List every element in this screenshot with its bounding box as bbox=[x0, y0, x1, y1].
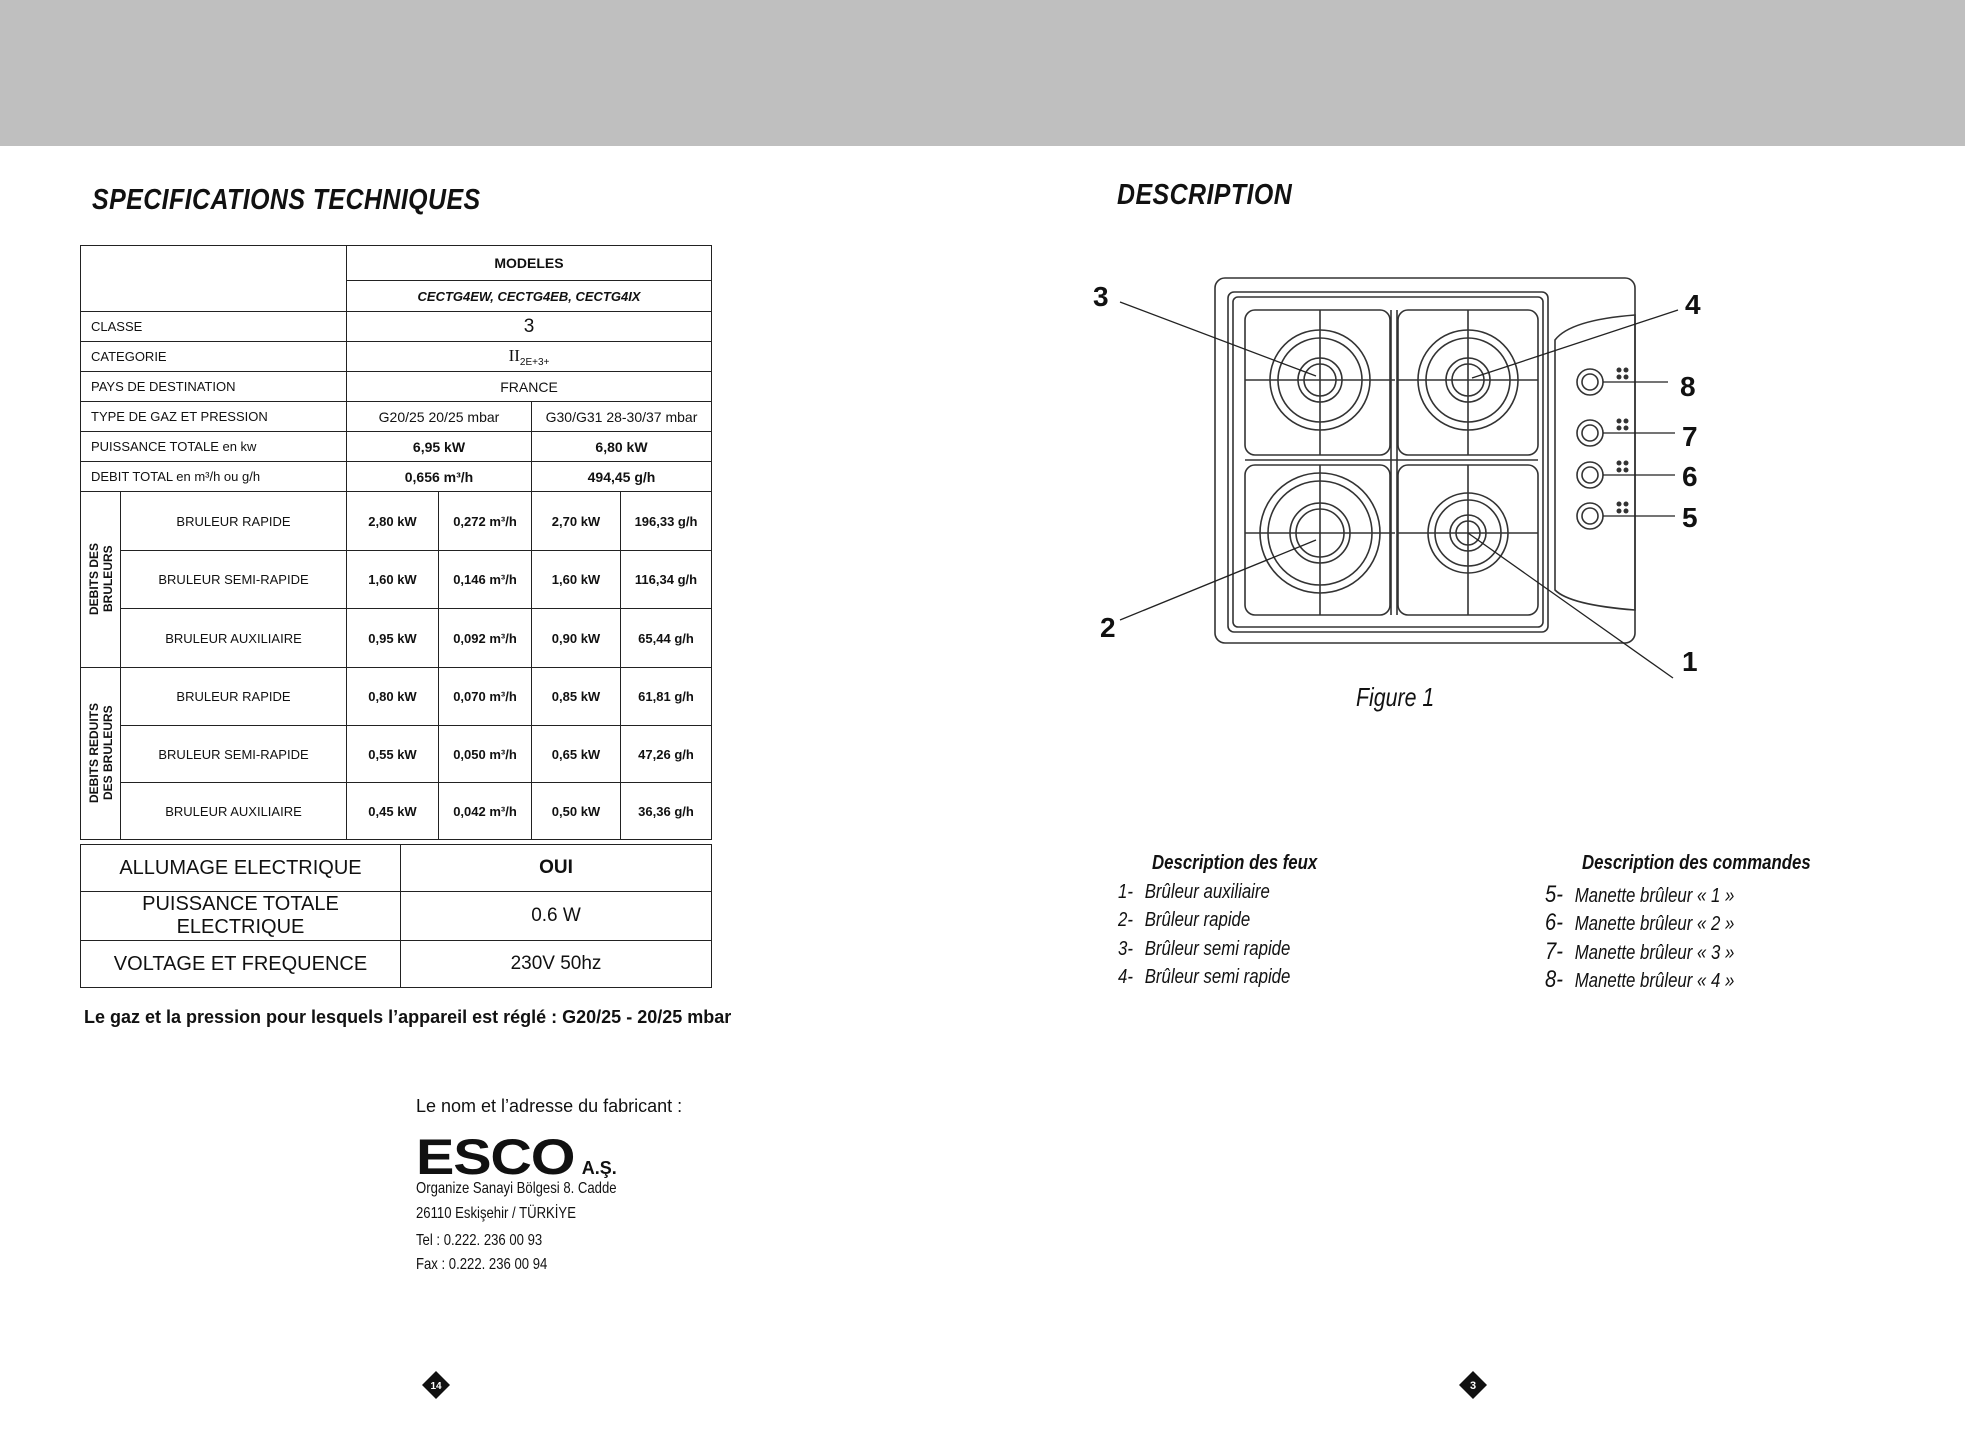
burner-list-item: 4- Brûleur semi rapide bbox=[1118, 966, 1291, 988]
knob-8 bbox=[1577, 369, 1603, 395]
power-label: PUISSANCE TOTALE en kw bbox=[81, 432, 347, 462]
burner-value: 0,272 m³/h bbox=[439, 492, 532, 551]
burners-list-heading: Description des feux bbox=[1152, 852, 1318, 874]
models-list: CECTG4EW, CECTG4EB, CECTG4IX bbox=[347, 281, 712, 312]
knob-6 bbox=[1577, 462, 1603, 488]
burner-value: 0,050 m³/h bbox=[439, 726, 532, 783]
manufacturer-label: Le nom et l’adresse du fabricant : bbox=[416, 1096, 683, 1116]
burner-value: 0,070 m³/h bbox=[439, 668, 532, 726]
burner-name: BRULEUR SEMI-RAPIDE bbox=[121, 726, 347, 783]
callout-6: 6 bbox=[1682, 461, 1698, 492]
burner-value: 196,33 g/h bbox=[621, 492, 712, 551]
burner-value: 61,81 g/h bbox=[621, 668, 712, 726]
logo-text: ESCO bbox=[416, 1129, 575, 1185]
address-line: Organize Sanayi Bölgesi 8. Cadde bbox=[416, 1180, 617, 1197]
group-label-burner-flows: DEBITS DES BRULEURS bbox=[81, 492, 121, 668]
burner-value: 65,44 g/h bbox=[621, 609, 712, 668]
row-label: PAYS DE DESTINATION bbox=[81, 372, 347, 402]
electrical-value: 230V 50hz bbox=[401, 941, 712, 988]
burner-value: 0,092 m³/h bbox=[439, 609, 532, 668]
burner-value: 0,90 kW bbox=[532, 609, 621, 668]
gas-type-value: G30/G31 28-30/37 mbar bbox=[532, 402, 712, 432]
power-value: 6,95 kW bbox=[347, 432, 532, 462]
esco-logo bbox=[416, 1128, 617, 1186]
page-number-badge bbox=[1458, 1370, 1488, 1400]
electrical-value: 0.6 W bbox=[401, 892, 712, 941]
burner-name: BRULEUR RAPIDE bbox=[121, 492, 347, 551]
callout-7: 7 bbox=[1682, 421, 1698, 452]
callout-5: 5 bbox=[1682, 502, 1698, 533]
callout-2: 2 bbox=[1100, 612, 1116, 643]
burner-value: 116,34 g/h bbox=[621, 551, 712, 609]
callout-1: 1 bbox=[1682, 646, 1698, 677]
burner-value: 47,26 g/h bbox=[621, 726, 712, 783]
callout-4: 4 bbox=[1685, 289, 1701, 320]
burner-value: 2,80 kW bbox=[347, 492, 439, 551]
electrical-label: ALLUMAGE ELECTRIQUE bbox=[81, 845, 401, 892]
burner-value: 0,50 kW bbox=[532, 783, 621, 840]
burner-list-item: 2- Brûleur rapide bbox=[1118, 909, 1251, 931]
specifications-title: SPECIFICATIONS TECHNIQUES bbox=[92, 184, 481, 216]
flow-value: 0,656 m³/h bbox=[347, 462, 532, 492]
cooktop-diagram bbox=[1090, 270, 1730, 690]
spec-corner-cell bbox=[81, 246, 347, 312]
burner-name: BRULEUR RAPIDE bbox=[121, 668, 347, 726]
control-list-item: 5- Manette brûleur « 1 » bbox=[1545, 881, 1735, 908]
burner-value: 0,80 kW bbox=[347, 668, 439, 726]
row-value: FRANCE bbox=[347, 372, 712, 402]
page-number-badge bbox=[421, 1370, 451, 1400]
control-list-item: 6- Manette brûleur « 2 » bbox=[1545, 909, 1735, 936]
controls-list-heading: Description des commandes bbox=[1582, 852, 1811, 874]
description-title: DESCRIPTION bbox=[1117, 179, 1293, 211]
address-line: Fax : 0.222. 236 00 94 bbox=[416, 1256, 548, 1273]
figure-caption: Figure 1 bbox=[1356, 682, 1435, 712]
row-label: CLASSE bbox=[81, 312, 347, 342]
burner-value: 0,146 m³/h bbox=[439, 551, 532, 609]
electrical-value: OUI bbox=[401, 845, 712, 892]
knob-5 bbox=[1577, 503, 1603, 529]
address-line: Tel : 0.222. 236 00 93 bbox=[416, 1232, 543, 1249]
burner-list-item: 3- Brûleur semi rapide bbox=[1118, 938, 1291, 960]
pan-support bbox=[1245, 310, 1390, 455]
callout-8: 8 bbox=[1680, 371, 1696, 402]
flow-label: DEBIT TOTAL en m³/h ou g/h bbox=[81, 462, 347, 492]
control-list-item: 7- Manette brûleur « 3 » bbox=[1545, 938, 1735, 965]
burner-value: 0,55 kW bbox=[347, 726, 439, 783]
group-label-reduced-flows: DEBITS REDUITS DES BRULEURS bbox=[81, 668, 121, 840]
flow-value: 494,45 g/h bbox=[532, 462, 712, 492]
grill-area bbox=[1228, 292, 1548, 632]
row-label: CATEGORIE bbox=[81, 342, 347, 372]
address-line: 26110 Eskişehir / TÜRKİYE bbox=[416, 1205, 576, 1222]
category-sub: 2E+3+ bbox=[519, 356, 550, 368]
knob-7 bbox=[1577, 420, 1603, 446]
modeles-header: MODELES bbox=[347, 246, 712, 281]
burner-value: 0,45 kW bbox=[347, 783, 439, 840]
burner-value: 0,65 kW bbox=[532, 726, 621, 783]
burner-value: 0,85 kW bbox=[532, 668, 621, 726]
control-list-item: 8- Manette brûleur « 4 » bbox=[1545, 966, 1735, 993]
electrical-label: PUISSANCE TOTALE ELECTRIQUE bbox=[81, 892, 401, 941]
electrical-label: VOLTAGE ET FREQUENCE bbox=[81, 941, 401, 988]
spec-table bbox=[80, 245, 712, 840]
electrical-table bbox=[80, 844, 712, 988]
logo-suffix: A.Ş. bbox=[581, 1158, 617, 1178]
gas-pressure-note: Le gaz et la pression pour lesquels l’appareil est réglé : G20/25 - 20/25 mbar bbox=[84, 1007, 732, 1027]
burner-value: 0,042 m³/h bbox=[439, 783, 532, 840]
category-main: II bbox=[508, 345, 520, 365]
burner-value: 0,95 kW bbox=[347, 609, 439, 668]
burner-list-item: 1- Brûleur auxiliaire bbox=[1118, 881, 1270, 903]
burner-name: BRULEUR AUXILIAIRE bbox=[121, 609, 347, 668]
row-value: 3 bbox=[347, 312, 712, 342]
burner-name: BRULEUR AUXILIAIRE bbox=[121, 783, 347, 840]
row-value bbox=[347, 342, 712, 372]
burner-value: 1,60 kW bbox=[347, 551, 439, 609]
gas-type-label: TYPE DE GAZ ET PRESSION bbox=[81, 402, 347, 432]
burner-value: 1,60 kW bbox=[532, 551, 621, 609]
callout-3: 3 bbox=[1093, 281, 1109, 312]
page-number: 3 bbox=[1469, 1380, 1477, 1392]
burner-name: BRULEUR SEMI-RAPIDE bbox=[121, 551, 347, 609]
top-gray-band bbox=[0, 0, 1965, 146]
gas-type-value: G20/25 20/25 mbar bbox=[347, 402, 532, 432]
page-number: 14 bbox=[430, 1381, 442, 1392]
burner-value: 36,36 g/h bbox=[621, 783, 712, 840]
power-value: 6,80 kW bbox=[532, 432, 712, 462]
burner-value: 2,70 kW bbox=[532, 492, 621, 551]
